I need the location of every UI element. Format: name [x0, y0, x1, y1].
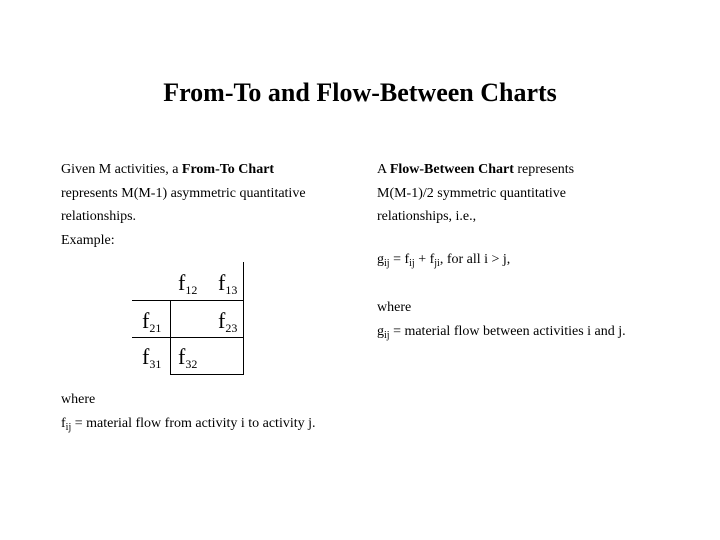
matrix-cell-f32 — [178, 344, 198, 371]
matrix-cell-f12 — [178, 270, 198, 297]
matrix-cell-f21-var: f — [142, 308, 150, 333]
eq-condition: , for all i > j, — [439, 252, 511, 267]
example-label: Example: — [61, 232, 115, 248]
matrix-cell-f32-sub: 32 — [185, 357, 198, 371]
matrix-cell-f13 — [218, 270, 238, 297]
matrix-cell-f32-var: f — [178, 344, 186, 369]
matrix-cell-f13-sub: 13 — [225, 283, 238, 297]
matrix-cell-f13-var: f — [218, 270, 226, 295]
matrix-cell-f31-sub: 31 — [149, 357, 162, 371]
flow-between-line-1 — [377, 158, 574, 182]
flow-between-line-2: M(M-1)/2 symmetric quantitative — [377, 185, 566, 201]
flow-between-where-label: where — [377, 300, 412, 315]
flow-between-line-3: relationships, i.e., — [377, 209, 477, 224]
matrix-cell-f31 — [142, 344, 162, 371]
flow-between-term: Flow-Between Chart — [389, 162, 514, 177]
fij-definition — [61, 412, 316, 436]
from-to-line-1 — [61, 158, 306, 182]
from-to-where-label: where — [61, 392, 96, 407]
matrix-cell-f12-var: f — [178, 270, 186, 295]
matrix-line-top — [132, 300, 244, 301]
gij-var: g — [377, 323, 384, 339]
fij-sub: ij — [65, 421, 72, 433]
flow-between-line-1-pre: A — [377, 162, 390, 177]
from-to-matrix — [132, 262, 244, 375]
from-to-where-block — [61, 388, 316, 435]
matrix-line-base — [170, 374, 244, 375]
eq-g-sub: ij — [384, 258, 390, 269]
matrix-cell-f23 — [218, 308, 238, 335]
matrix-cell-f21 — [142, 308, 162, 335]
gij-sub: ij — [384, 329, 390, 341]
matrix-line-right — [243, 262, 244, 375]
eq-equals-f: = f — [389, 252, 410, 267]
fij-def-text: = material flow from activity i to activity j. — [71, 415, 316, 431]
matrix-cell-f31-var: f — [142, 344, 150, 369]
gij-definition — [377, 320, 626, 344]
eq-f2-sub: ji — [434, 258, 440, 269]
slide-title: From-To and Flow-Between Charts — [163, 78, 557, 107]
flow-between-description — [377, 158, 574, 229]
flow-between-line-1-post: represents — [513, 162, 575, 177]
matrix-cell-f23-var: f — [218, 308, 226, 333]
matrix-line-bottom — [132, 337, 244, 338]
gij-equation — [377, 252, 510, 268]
from-to-description — [61, 158, 306, 252]
eq-plus-f: + f — [414, 252, 435, 267]
from-to-line-3: relationships. — [61, 209, 137, 224]
eq-f1-sub: ij — [409, 258, 415, 269]
flow-between-where-block — [377, 296, 626, 343]
eq-g: g — [377, 252, 384, 267]
matrix-cell-f12-sub: 12 — [185, 283, 198, 297]
from-to-line-2: represents M(M-1) asymmetric quantitative — [61, 185, 306, 201]
from-to-term: From-To Chart — [181, 162, 275, 177]
gij-def-text: = material flow between activities i and j. — [389, 323, 626, 339]
matrix-cell-f21-sub: 21 — [149, 321, 162, 335]
fij-var: f — [61, 415, 66, 431]
matrix-cell-f23-sub: 23 — [225, 321, 238, 335]
from-to-line-1-text: Given M activities, a — [61, 162, 182, 177]
